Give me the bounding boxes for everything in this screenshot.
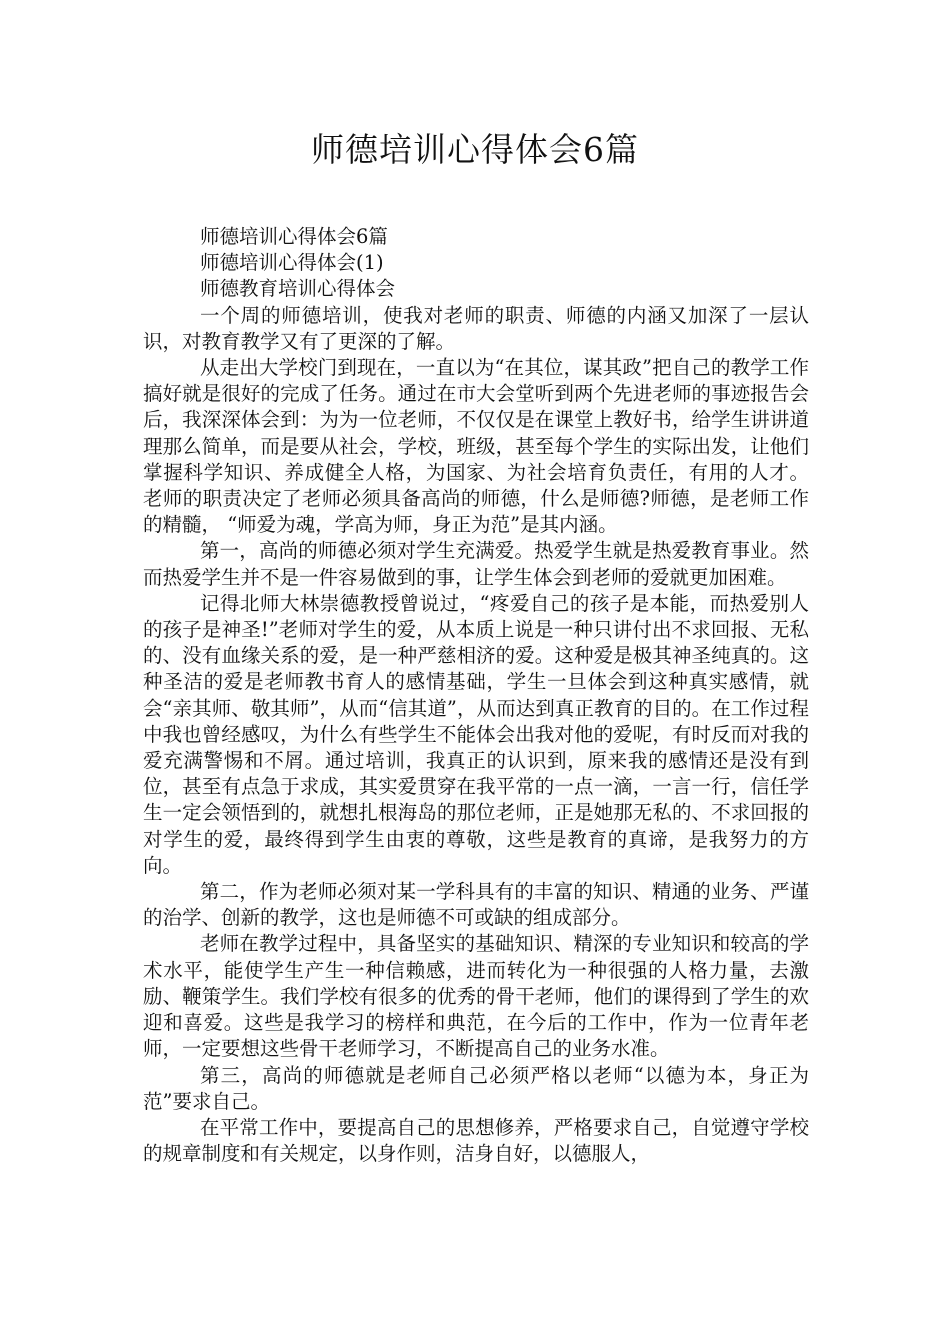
subtitle-line: 师德培训心得体会(1): [200, 251, 384, 275]
body-paragraph: 第三，高尚的师德就是老师自己必须严格以老师“以德为本，身正为范”要求自己。: [143, 1063, 809, 1113]
body-paragraph: 从走出大学校门到现在，一直以为“在其位，谋其政”把自己的教学工作搞好就是很好的完成了任务。通过在市大会堂听到两个先进老师的事迹报告会后，我深深体会到：为为一位老师，不仅仅是在课堂上教好书，给学生讲讲道理那么简单，而是要从社会，学校，班级，甚至每个学生的实际出发，让他们掌握科学知识、养成健全人格，为国家、为社会培育负责任，有用的人才。 老师的职责决定了老师必须具备高尚的师德，什么是师德?师德，是老师工作的精髓， “师爱为魂，学高为师，身正为范”是其内涵。: [143, 356, 809, 537]
body-paragraph: 在平常工作中，要提高自己的思想修养，严格要求自己，自觉遵守学校的规章制度和有关规定，以身作则，洁身自好，以德服人，: [143, 1115, 809, 1166]
document-body: [143, 224, 809, 1167]
subtitle-line: 师德培训心得体会6篇: [200, 225, 388, 248]
body-paragraph: 第二，作为老师必须对某一学科具有的丰富的知识、精通的业务、严谨的治学、创新的教学，这也是师德不可或缺的组成部分。: [143, 880, 809, 930]
subtitle-line: 师德教育培训心得体会: [200, 277, 396, 301]
body-paragraph: 记得北师大林崇德教授曾说过，“疼爱自己的孩子是本能，而热爱别人的孩子是神圣!”老师对学生的爱，从本质上说是一种只讲付出不求回报、无私的、没有血缘关系的爱，是一种严慈相济的爱。这种爱是极其神圣纯真的。这种圣洁的爱是老师教书育人的感情基础，学生一旦体会到这种真实感情，就会“亲其师、敬其师”，从而“信其道”，从而达到真正教育的目的。在工作过程中我也曾经感叹，为什么有些学生不能体会出我对他的爱呢，有时反而对我的爱充满警惕和不屑。通过培训，我真正的认识到，原来我的感情还是没有到位，甚至有点急于求成，其实爱贯穿在我平常的一点一滴，一言一行，信任学生一定会领悟到的，就想扎根海岛的那位老师，正是她那无私的、不求回报的对学生的爱，最终得到学生由衷的尊敬，这些是教育的真谛，是我努力的方向。: [143, 591, 809, 877]
body-paragraph: 第一，高尚的师德必须对学生充满爱。热爱学生就是热爱教育事业。然而热爱学生并不是一件容易做到的事，让学生体会到老师的爱就更加困难。: [143, 539, 809, 589]
body-paragraph: 一个周的师德培训，使我对老师的职责、师德的内涵又加深了一层认识，对教育教学又有了更深的了解。: [143, 303, 809, 353]
document-title: 师德培训心得体会6篇: [311, 130, 639, 169]
body-paragraph: 老师在教学过程中，具备坚实的基础知识、精深的专业知识和较高的学术水平，能使学生产生一种信赖感，进而转化为一种很强的人格力量，去激励、鞭策学生。我们学校有很多的优秀的骨干老师，他们的课得到了学生的欢迎和喜爱。这些是我学习的榜样和典范，在今后的工作中，作为一位青年老师，一定要想这些骨干老师学习，不断提高自己的业务水准。: [143, 932, 809, 1061]
